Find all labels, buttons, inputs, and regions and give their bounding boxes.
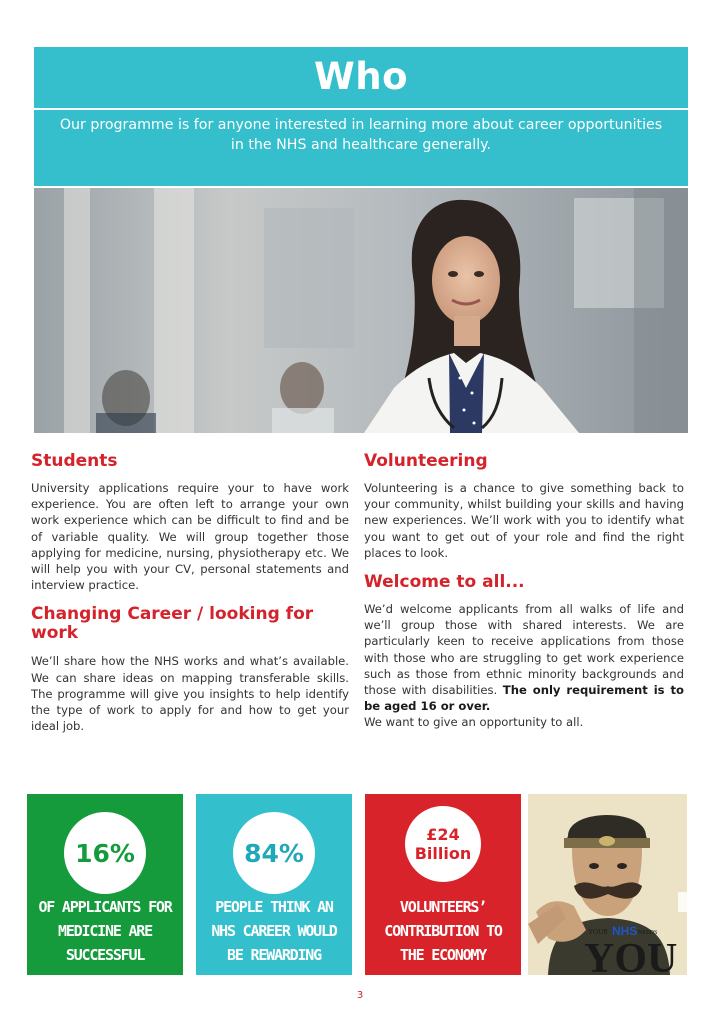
volunteering-heading: Volunteering: [364, 451, 488, 471]
poster-you: YOU: [584, 936, 678, 975]
kitchener-poster: [528, 794, 687, 975]
page-number: 3: [356, 990, 364, 1001]
doctor-portrait-image: [34, 188, 688, 433]
page-title: Who: [313, 55, 409, 98]
stat-value: £24 Billion: [414, 825, 472, 863]
banner-divider: [34, 108, 688, 110]
welcome-heading: Welcome to all...: [364, 572, 525, 593]
welcome-closing: We want to give an opportunity to all.: [364, 715, 584, 730]
welcome-requirement: The only requirement is to be aged 16 or over.: [364, 683, 684, 714]
stat-circle: [405, 806, 481, 882]
kitchener-poster-image: [528, 794, 687, 975]
poster-needs: NEEDS: [638, 930, 658, 936]
who-banner: [34, 47, 688, 186]
stat-box-nhs-career: [196, 794, 352, 975]
banner-intro-text: Our programme is for anyone interested in learning more about career opportunities in the NHS and healthcare generally.: [59, 117, 663, 153]
stat-caption: PEOPLE THINK AN NHS CAREER WOULD BE REWARDING: [211, 898, 337, 964]
stat-circle: [233, 812, 315, 894]
poster-nhs: NHS: [612, 924, 638, 938]
left-column: [31, 452, 349, 734]
poster-your: YOUR: [588, 928, 608, 936]
stat-caption: VOLUNTEERS’ CONTRIBUTION TO THE ECONOMY: [384, 898, 502, 964]
doctor-photo: [34, 188, 688, 433]
stat-box-volunteers: [365, 794, 521, 975]
changing-career-heading: Changing Career / looking for work: [31, 604, 314, 644]
right-column: [364, 452, 684, 731]
stat-box-medicine: [27, 794, 183, 975]
stat-caption: OF APPLICANTS FOR MEDICINE ARE SUCCESSFUL: [38, 898, 172, 964]
changing-career-text: We’ll share how the NHS works and what’s available. We can share ideas on mapping transferable skills. The programme will give you insights to help identify the type of work to apply for and how to get your ideal job.: [31, 654, 349, 734]
volunteering-text: Volunteering is a chance to give something back to your community, whilst building your skills and having new experiences. We’ll work with you to identify what you want to get out of your role and find the right places to look.: [364, 481, 684, 560]
welcome-text: [364, 601, 684, 731]
stat-value: 16%: [75, 838, 135, 868]
welcome-body: We’d welcome applicants from all walks of life and we’ll group those with shared interests. We are particularly keen to receive applications from those with those who are struggling to get work experience such as those from ethnic minority backgrounds and those with disabilities.: [364, 602, 684, 698]
stat-value: 84%: [244, 838, 304, 868]
students-text: University applications require your to have work experience. You are often left to arrange your own work experience which can be difficult to find and be of variable quality. We will group together those applying for medicine, nursing, physiotherapy etc. We will help you with your CV, personal statements and interview practice.: [31, 481, 349, 593]
stat-circle: [64, 812, 146, 894]
students-heading: Students: [31, 451, 118, 471]
